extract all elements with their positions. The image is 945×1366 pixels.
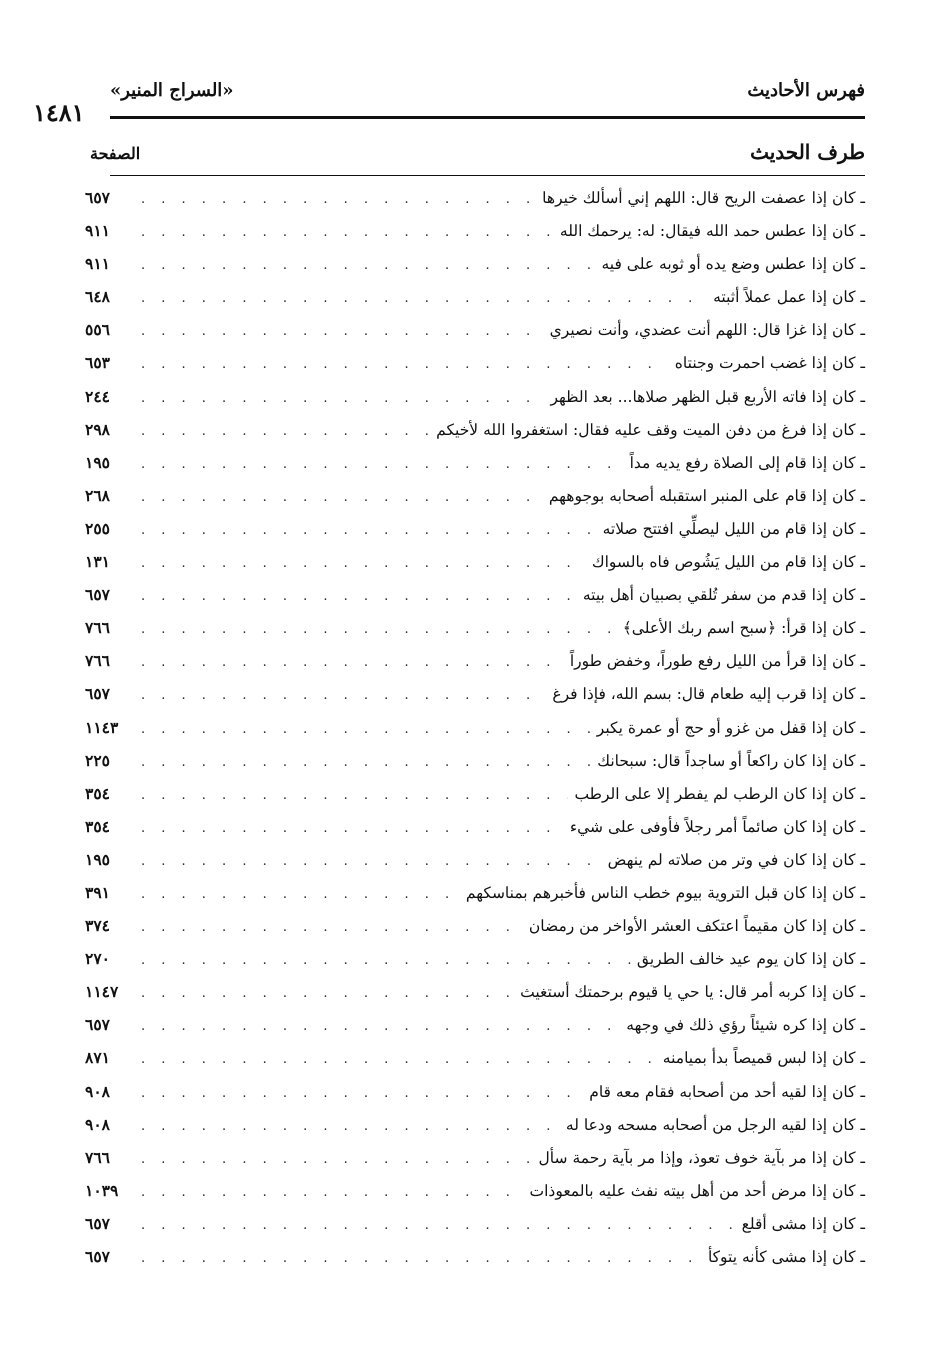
page-reference: ٦٥٧: [85, 1247, 110, 1266]
dot-leader: [133, 1152, 533, 1167]
dot-leader: [133, 854, 602, 869]
hadith-text: ـ كان إذا كره شيئاً رؤي ذلك في وجهه: [626, 1016, 865, 1035]
dot-leader: [133, 424, 430, 439]
page-number: ١٤٨١: [33, 98, 85, 127]
hadith-text: ـ كان إذا قام على المنبر استقبله أصحابه بوجوههم: [548, 486, 865, 505]
page-reference: ١١٤٧: [85, 982, 119, 1002]
hadith-text: ـ كان إذا لقيه الرجل من أصحابه مسحه ودعا له: [565, 1115, 865, 1134]
page-reference: ١١٤٣: [85, 717, 119, 737]
index-entry: [85, 1115, 865, 1148]
dot-leader: [133, 688, 546, 703]
index-entry: [85, 1214, 865, 1247]
dot-leader: [133, 391, 544, 406]
dot-leader: [133, 1185, 524, 1200]
dot-leader: [133, 457, 624, 472]
index-entry: [85, 420, 865, 453]
index-entry: [85, 883, 865, 916]
dot-leader: [133, 1251, 702, 1266]
dot-leader: [133, 953, 631, 968]
index-entry: [85, 552, 865, 585]
page-reference: ١٩٥: [85, 849, 110, 869]
page-reference: ٩١١: [85, 221, 110, 241]
hadith-text: ـ كان إذا قرب إليه طعام قال: بسم الله، فإذا فرغ: [552, 685, 865, 704]
dot-leader: [133, 1019, 620, 1034]
dot-leader: [133, 722, 591, 737]
index-entry: [85, 850, 865, 883]
hadith-text: ـ كان إذا قام من الليل يَشُوص فاه بالسواك: [591, 553, 865, 572]
page-reference: ٦٥٣: [85, 353, 110, 373]
hadith-text: ـ كان إذا كان يوم عيد خالف الطريق: [636, 950, 865, 969]
index-entry: [85, 453, 865, 486]
dot-leader: [133, 324, 544, 339]
section-title: فهرس الأحاديث: [747, 80, 865, 101]
dot-leader: [133, 523, 597, 538]
page-reference: ١٠٣٩: [85, 1180, 119, 1200]
hadith-column-heading: طرف الحديث: [750, 140, 865, 164]
page-reference: ٣٩١: [85, 882, 110, 902]
index-entry: [85, 1247, 865, 1280]
hadith-text: ـ كان إذا مرض أحد من أهل بيته نفث عليه بالمعوذات: [529, 1181, 865, 1200]
hadith-text: ـ كان إذا كان في وتر من صلاته لم ينهض: [607, 850, 865, 869]
dot-leader: [133, 291, 707, 306]
page-reference: ٦٥٧: [85, 1213, 110, 1233]
hadith-text: ـ كان إذا عطس وضع يده أو ثوبه على فيه: [601, 255, 865, 274]
index-entry: [85, 254, 865, 287]
hadith-text: ـ كان إذا كان صائماً أمر رجلاً فأوفى على شيء: [569, 817, 865, 836]
dot-leader: [133, 258, 595, 273]
hadith-text: ـ كان إذا مشى أقلع: [741, 1214, 865, 1233]
index-entry: [85, 949, 865, 982]
page-reference: ٣٧٤: [85, 916, 110, 936]
index-entry: [85, 1148, 865, 1181]
page-reference: ١٩٥: [85, 452, 110, 472]
hadith-text: ـ كان إذا لبس قميصاً بدأ بميامنه: [662, 1049, 865, 1068]
index-entry: [85, 784, 865, 817]
hadith-text: ـ كان إذا لقيه أحد من أصحابه فقام معه قام: [589, 1082, 865, 1101]
dot-leader: [133, 755, 591, 770]
hadith-text: ـ كان إذا فرغ من دفن الميت وقف عليه فقال: استغفروا الله لأخيكم: [436, 420, 865, 439]
index-entry: [85, 486, 865, 519]
index-entry: [85, 1048, 865, 1081]
hadith-text: ـ كان إذا قام إلى الصلاة رفع يديه مداً: [629, 453, 865, 472]
index-entry: [85, 718, 865, 751]
hadith-text: ـ كان إذا قدم من سفر تُلقي بصبيان أهل بيته: [582, 586, 865, 605]
hadith-text: ـ كان إذا كان الرطب لم يفطر إلا على الرطب: [574, 784, 865, 803]
page-reference: ٩٠٨: [85, 1081, 110, 1101]
header-rule: [110, 116, 865, 119]
hadith-text: ـ كان إذا كربه أمر قال: يا حي يا قيوم برحمتك أستغيث: [520, 983, 865, 1002]
index-entry: [85, 618, 865, 651]
hadith-text: ـ كان إذا مر بآية خوف تعوذ، وإذا مر بآية رحمة سأل: [538, 1148, 865, 1167]
hadith-text: ـ كان إذا عمل عملاً أثبته: [713, 288, 865, 307]
dot-leader: [133, 192, 536, 207]
page-reference: ٧٦٦: [85, 651, 110, 671]
page-reference: ٦٥٧: [85, 1015, 110, 1035]
page-reference: ٦٤٨: [85, 287, 110, 307]
page-column-heading: الصفحة: [90, 144, 141, 163]
dot-leader: [133, 887, 460, 902]
index-entry: [85, 353, 865, 386]
page-reference: ٧٦٦: [85, 1147, 110, 1167]
dot-leader: [133, 490, 543, 505]
hadith-text: ـ كان إذا كان راكعاً أو ساجداً قال: سبحانك: [597, 751, 865, 770]
page-reference: ٢٩٨: [85, 419, 110, 439]
hadith-text: ـ كان إذا قام من الليل ليصلِّي افتتح صلاته: [602, 519, 865, 538]
dot-leader: [133, 1218, 736, 1233]
page-reference: ٢٦٨: [85, 485, 110, 505]
index-entry: [85, 1181, 865, 1214]
page-reference: ٢٤٤: [85, 386, 110, 406]
dot-leader: [133, 589, 577, 604]
page-reference: ٦٥٧: [85, 684, 110, 704]
page-reference: ٩١١: [85, 254, 110, 274]
page-reference: ٥٥٦: [85, 320, 110, 340]
index-entry: [85, 188, 865, 221]
index-entry: [85, 320, 865, 353]
page-reference: ٦٥٧: [85, 188, 110, 207]
page-reference: ٢٧٠: [85, 949, 110, 969]
dot-leader: [133, 655, 564, 670]
page-reference: ٧٦٦: [85, 618, 110, 638]
hadith-text: ـ كان إذا كان مقيماً اعتكف العشر الأواخر من رمضان: [528, 917, 865, 936]
hadith-text: ـ كان إذا قفل من غزو أو حج أو عمرة يكبر: [596, 718, 865, 737]
page-reference: ٩٠٨: [85, 1114, 110, 1134]
index-entry: [85, 585, 865, 618]
dot-leader: [133, 986, 514, 1001]
index-entry: [85, 982, 865, 1015]
dot-leader: [133, 920, 523, 935]
index-entry: [85, 1082, 865, 1115]
dot-leader: [133, 821, 564, 836]
dot-leader: [133, 788, 568, 803]
dot-leader: [133, 225, 554, 240]
page-reference: ٢٥٥: [85, 518, 110, 538]
index-entry: [85, 1015, 865, 1048]
page-reference: ٨٧١: [85, 1048, 110, 1068]
dot-leader: [133, 1052, 657, 1067]
dot-leader: [133, 357, 669, 372]
index-entry: [85, 916, 865, 949]
running-header: [33, 70, 865, 127]
dot-leader: [133, 556, 586, 571]
hadith-text: ـ كان إذا كان قبل التروية بيوم خطب الناس فأخبرهم بمناسكهم: [465, 883, 865, 902]
book-title: «السراج المنير»: [110, 80, 234, 101]
index-entry: [85, 519, 865, 552]
index-entry: [85, 684, 865, 717]
hadith-text: ـ كان إذا فاته الأربع قبل الظهر صلاها... بعد الظهر: [550, 387, 865, 406]
hadith-text: ـ كان إذا عطس حمد الله فيقال: له: يرحمك الله: [559, 222, 865, 241]
dot-leader: [133, 1119, 560, 1134]
index-page: [33, 70, 865, 1280]
hadith-text: ـ كان إذا قرأ من الليل رفع طوراً، وخفض طوراً: [569, 652, 865, 671]
page-reference: ٢٢٥: [85, 750, 110, 770]
index-entry: [85, 387, 865, 420]
index-entry: [85, 221, 865, 254]
index-entry: [85, 651, 865, 684]
hadith-text: ـ كان إذا مشى كأنه يتوكأ: [707, 1248, 865, 1266]
hadith-index-list: [85, 188, 865, 1280]
hadith-text: ـ كان إذا غضب احمرت وجنتاه: [674, 354, 865, 373]
index-entry: [85, 817, 865, 850]
page-reference: ١٣١: [85, 552, 110, 572]
index-entry: [85, 287, 865, 320]
page-reference: ٣٥٤: [85, 816, 110, 836]
page-reference: ٦٥٧: [85, 585, 110, 605]
hadith-text: ـ كان إذا غزا قال: اللهم أنت عضدي، وأنت نصيري: [549, 321, 865, 340]
columns-rule: [110, 175, 865, 176]
hadith-text: ـ كان إذا قرأ: ﴿سبح اسم ربك الأعلى﴾: [622, 619, 865, 638]
columns-header: [85, 122, 865, 182]
index-entry: [85, 751, 865, 784]
page-reference: ٣٥٤: [85, 783, 110, 803]
hadith-text: ـ كان إذا عصفت الريح قال: اللهم إني أسألك خيرها: [542, 189, 865, 207]
dot-leader: [133, 1086, 583, 1101]
dot-leader: [133, 622, 617, 637]
